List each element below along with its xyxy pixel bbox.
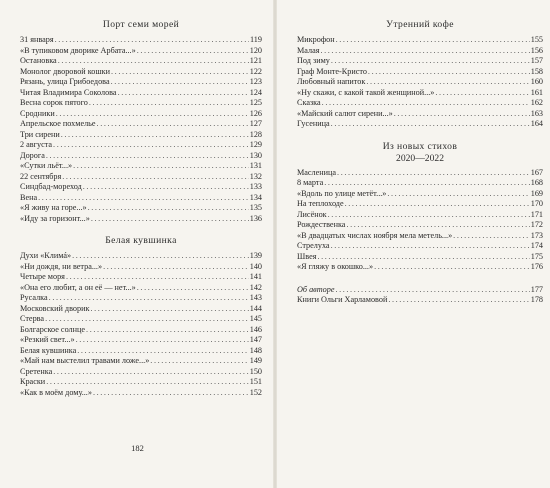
toc-entry-title: «Как в моём дому...»: [20, 387, 92, 397]
toc-entry-title: «Она его любит, а он её — нет...»: [20, 282, 136, 292]
toc-entry-page: 120: [249, 45, 262, 55]
toc-entry: [20, 56, 262, 67]
toc-entry-title: Рождественка: [297, 220, 346, 229]
toc-entry-page: 174: [530, 241, 543, 250]
toc-entry: [20, 151, 262, 162]
toc-entry-page: 178: [530, 295, 543, 304]
section-title: Белая кувшинка: [105, 235, 177, 246]
toc-entry: [20, 193, 262, 204]
toc-entry-page: 164: [530, 119, 543, 128]
toc-entry: [20, 172, 262, 183]
toc-entry: [20, 35, 262, 46]
toc-entry-title: «Май нам выстелил травами ложе...»: [20, 356, 150, 365]
toc-entry: [297, 168, 543, 179]
toc-entry: [297, 285, 543, 296]
toc-entry-page: 119: [250, 35, 262, 44]
right-toc-column: [297, 18, 543, 306]
toc-list: [297, 168, 543, 273]
toc-entry: [20, 335, 262, 346]
toc-entry: [20, 304, 262, 315]
toc-entry-page: 170: [530, 199, 543, 208]
toc-entry-title: Сретенка: [20, 366, 53, 376]
toc-entry: [20, 262, 262, 273]
toc-entry: [20, 77, 262, 88]
toc-entry-title: Читая Владимира Соколова: [20, 87, 117, 97]
toc-entry: [20, 293, 262, 304]
toc-entry: [20, 356, 262, 367]
toc-entry-title: На теплоходе: [297, 199, 344, 208]
toc-entry-page: 143: [249, 293, 262, 302]
toc-entry-page: 129: [249, 140, 262, 149]
toc-list: [20, 251, 262, 398]
toc-entry: [297, 262, 543, 273]
toc-leader-dots: [394, 109, 530, 120]
toc-entry-title: Монолог дворовой кошки: [20, 66, 111, 76]
toc-entry: [20, 98, 262, 109]
toc-leader-dots: [118, 88, 249, 99]
toc-entry-page: 122: [249, 66, 262, 76]
toc-leader-dots: [76, 335, 249, 346]
toc-entry-title: «Ни дождя, ни ветра...»: [20, 261, 103, 271]
toc-leader-dots: [45, 314, 249, 325]
toc-entry-page: 155: [530, 35, 543, 44]
toc-entry-page: 146: [249, 324, 262, 334]
toc-leader-dots: [388, 295, 529, 306]
toc-entry-title: «Резкий свет...»: [20, 335, 75, 344]
toc-entry-page: 140: [249, 261, 262, 271]
toc-entry-title: Краски: [20, 377, 46, 386]
toc-entry-page: 135: [249, 203, 262, 212]
toc-entry: [297, 241, 543, 252]
toc-leader-dots: [317, 252, 529, 263]
toc-leader-dots: [322, 98, 530, 109]
toc-entry-title: Стерва: [20, 314, 45, 323]
toc-leader-dots: [93, 388, 249, 399]
toc-leader-dots: [346, 220, 529, 231]
toc-entry-title: Рязань, улица Грибоедова: [20, 77, 110, 86]
toc-entry-page: 171: [530, 209, 543, 219]
toc-entry-title: «В тупиковом дворике Арбата...»: [20, 45, 136, 55]
toc-entry-title: «Иду за горизонт...»: [20, 213, 90, 223]
toc-entry: [297, 189, 543, 200]
toc-entry-page: 163: [530, 108, 543, 118]
toc-leader-dots: [77, 346, 248, 357]
toc-leader-dots: [55, 35, 249, 46]
toc-entry-page: 130: [249, 150, 262, 160]
toc-entry-title: Швея: [297, 251, 317, 261]
toc-entry: [20, 377, 262, 388]
toc-entry-title: «В двадцатых числах ноября мела метель...»: [297, 230, 453, 240]
toc-entry: [20, 251, 262, 262]
toc-entry-title: Микрофон: [297, 35, 335, 44]
toc-leader-dots: [368, 67, 530, 78]
toc-leader-dots: [331, 119, 530, 130]
toc-leader-dots: [73, 161, 249, 172]
toc-entry-page: 145: [249, 314, 262, 323]
toc-entry-title: «Я живу на горе...»: [20, 203, 87, 212]
toc-entry-page: 151: [249, 377, 262, 386]
toc-entry-page: 148: [249, 345, 262, 355]
toc-entry-title: Вена: [20, 192, 38, 202]
toc-entry-page: 131: [249, 161, 262, 170]
toc-entry: [297, 199, 543, 210]
toc-entry-title: Об авторе: [297, 284, 335, 294]
toc-leader-dots: [137, 283, 249, 294]
toc-entry-page: 126: [249, 108, 262, 118]
toc-entry: [20, 325, 262, 336]
toc-entry: [297, 220, 543, 231]
toc-entry-title: Весна сорок пятого: [20, 98, 88, 107]
toc-entry-title: Болгарское солнце: [20, 324, 86, 334]
toc-entry: [297, 231, 543, 242]
section-title: Из новых стихов: [382, 140, 458, 152]
toc-entry: [20, 388, 262, 399]
toc-entry: [20, 346, 262, 357]
toc-leader-dots: [435, 88, 529, 99]
toc-entry-page: 124: [249, 87, 262, 97]
toc-entry-page: 128: [249, 129, 262, 139]
toc-leader-dots: [91, 214, 249, 225]
toc-entry-title: «Вдоль по улице метёт...»: [297, 188, 387, 198]
toc-entry: [20, 203, 262, 214]
toc-leader-dots: [387, 189, 529, 200]
toc-entry-title: Любовный напиток: [297, 77, 366, 86]
toc-entry-page: 152: [249, 387, 262, 397]
toc-leader-dots: [66, 272, 249, 283]
toc-leader-dots: [62, 172, 248, 183]
toc-entry-page: 125: [249, 98, 262, 107]
toc-leader-dots: [374, 262, 530, 273]
toc-leader-dots: [366, 77, 529, 88]
toc-entry-title: Белая кувшинка: [20, 345, 77, 355]
toc-leader-dots: [58, 56, 249, 67]
toc-leader-dots: [103, 262, 249, 273]
toc-leader-dots: [324, 178, 530, 189]
toc-entry: [20, 67, 262, 78]
toc-leader-dots: [328, 210, 530, 221]
toc-entry-title: Лисёнок: [297, 209, 327, 219]
toc-leader-dots: [56, 109, 249, 120]
toc-entry: [20, 88, 262, 99]
toc-leader-dots: [336, 35, 530, 46]
toc-leader-dots: [46, 151, 249, 162]
toc-entry-page: 168: [530, 178, 543, 187]
toc-leader-dots: [453, 231, 530, 242]
toc-entry-page: 134: [249, 192, 262, 202]
toc-entry-page: 149: [249, 356, 262, 365]
section-title: Порт семи морей: [102, 19, 180, 30]
toc-entry: [20, 182, 262, 193]
toc-entry-title: Сродники: [20, 108, 55, 118]
toc-entry: [297, 56, 543, 67]
toc-entry-title: Духи «Климá»: [20, 251, 72, 260]
toc-entry: [297, 77, 543, 88]
toc-entry-title: Апрельское похмелье: [20, 119, 96, 128]
toc-leader-dots: [83, 182, 249, 193]
toc-entry-page: 150: [249, 366, 262, 376]
toc-leader-dots: [331, 56, 530, 67]
toc-leader-dots: [88, 203, 249, 214]
toc-entry: [297, 210, 543, 221]
toc-entry: [20, 109, 262, 120]
toc-entry-title: Остановка: [20, 56, 57, 65]
toc-entry-page: 142: [249, 282, 262, 292]
toc-entry: [297, 252, 543, 263]
toc-entry-page: 158: [530, 66, 543, 76]
toc-entry-page: 167: [530, 167, 543, 177]
toc-entry: [297, 98, 543, 109]
toc-entry: [20, 46, 262, 57]
toc-entry-page: 139: [249, 251, 262, 260]
toc-list-extra: [297, 285, 543, 306]
toc-entry-title: Масленица: [297, 167, 337, 177]
toc-entry-page: 173: [530, 230, 543, 240]
toc-leader-dots: [53, 367, 248, 378]
toc-leader-dots: [89, 98, 249, 109]
toc-entry-page: 175: [530, 251, 543, 261]
toc-entry-title: Синдбад-мореход: [20, 182, 82, 191]
toc-leader-dots: [337, 168, 530, 179]
toc-entry-title: 22 сентября: [20, 171, 62, 181]
toc-entry: [20, 161, 262, 172]
toc-entry: [20, 140, 262, 151]
toc-leader-dots: [111, 77, 249, 88]
toc-entry-page: 169: [530, 188, 543, 198]
toc-entry-page: 161: [530, 87, 543, 97]
toc-entry-page: 123: [249, 77, 262, 86]
toc-leader-dots: [150, 356, 248, 367]
toc-entry: [297, 295, 543, 306]
toc-leader-dots: [111, 67, 249, 78]
section-title: Утренний кофе: [386, 19, 454, 30]
toc-leader-dots: [86, 325, 249, 336]
toc-leader-dots: [320, 46, 529, 57]
toc-entry-title: «Майский салют сирени...»: [297, 108, 393, 118]
toc-entry-title: Четыре моря: [20, 272, 65, 281]
toc-entry: [297, 109, 543, 120]
toc-entry-title: 2 августа: [20, 140, 53, 149]
toc-entry-title: 31 января: [20, 35, 54, 44]
toc-leader-dots: [137, 46, 249, 57]
toc-entry-title: Под зиму: [297, 56, 330, 65]
toc-entry-page: 133: [249, 182, 262, 191]
toc-entry-title: Гусеница: [297, 119, 330, 128]
toc-entry-page: 127: [249, 119, 262, 128]
toc-entry-title: «Ну скажи, с какой такой женщиной...»: [297, 87, 435, 97]
toc-entry-page: 147: [249, 335, 262, 344]
section-subtitle: 2020—2022: [396, 152, 444, 164]
toc-entry-page: 141: [249, 272, 262, 281]
toc-entry: [20, 214, 262, 225]
toc-entry-page: 157: [530, 56, 543, 65]
toc-entry: [297, 35, 543, 46]
toc-leader-dots: [97, 119, 249, 130]
toc-entry: [20, 283, 262, 294]
page-number: 182: [131, 443, 144, 453]
toc-entry: [297, 46, 543, 57]
toc-entry-title: Русалка: [20, 293, 48, 302]
toc-leader-dots: [345, 199, 530, 210]
left-toc-column: [20, 18, 262, 398]
toc-leader-dots: [72, 251, 249, 262]
toc-entry-page: 176: [530, 262, 543, 271]
toc-leader-dots: [335, 285, 529, 296]
toc-entry-page: 162: [530, 98, 543, 107]
toc-entry-title: «Я гляжу в окошко...»: [297, 262, 374, 271]
toc-entry-page: 144: [249, 303, 262, 313]
toc-leader-dots: [61, 130, 249, 141]
toc-entry-page: 160: [530, 77, 543, 86]
toc-leader-dots: [331, 241, 530, 252]
toc-entry-title: Три сирени: [20, 129, 60, 139]
toc-entry: [20, 314, 262, 325]
toc-entry: [20, 367, 262, 378]
toc-entry-page: 172: [530, 220, 543, 229]
toc-entry-title: «Сутки льёт...»: [20, 161, 73, 170]
toc-entry: [20, 272, 262, 283]
toc-entry-title: Граф Монте-Кристо: [297, 66, 367, 76]
toc-entry-title: 8 марта: [297, 178, 324, 187]
toc-entry: [297, 88, 543, 99]
toc-leader-dots: [90, 304, 248, 315]
toc-list: [20, 35, 262, 224]
toc-entry: [297, 178, 543, 189]
toc-entry-title: Малая: [297, 45, 320, 55]
toc-entry-page: 132: [249, 171, 262, 181]
toc-entry-page: 156: [530, 45, 543, 55]
toc-entry-page: 121: [249, 56, 262, 65]
toc-entry-title: Книги Ольги Харламовой: [297, 295, 388, 304]
toc-entry-title: Московский дворик: [20, 303, 90, 313]
right-page: [275, 0, 550, 488]
toc-entry: [20, 119, 262, 130]
toc-list: [297, 35, 543, 130]
toc-entry-title: Сказка: [297, 98, 321, 107]
toc-leader-dots: [49, 293, 249, 304]
toc-entry-page: 177: [530, 284, 543, 294]
toc-entry-title: Дорога: [20, 150, 45, 160]
toc-entry: [297, 119, 543, 130]
toc-entry-page: 136: [249, 213, 262, 223]
toc-entry-title: Стрелуха: [297, 241, 330, 250]
toc-leader-dots: [53, 140, 249, 151]
toc-entry: [20, 130, 262, 141]
toc-leader-dots: [38, 193, 249, 204]
toc-leader-dots: [46, 377, 249, 388]
toc-entry: [297, 67, 543, 78]
